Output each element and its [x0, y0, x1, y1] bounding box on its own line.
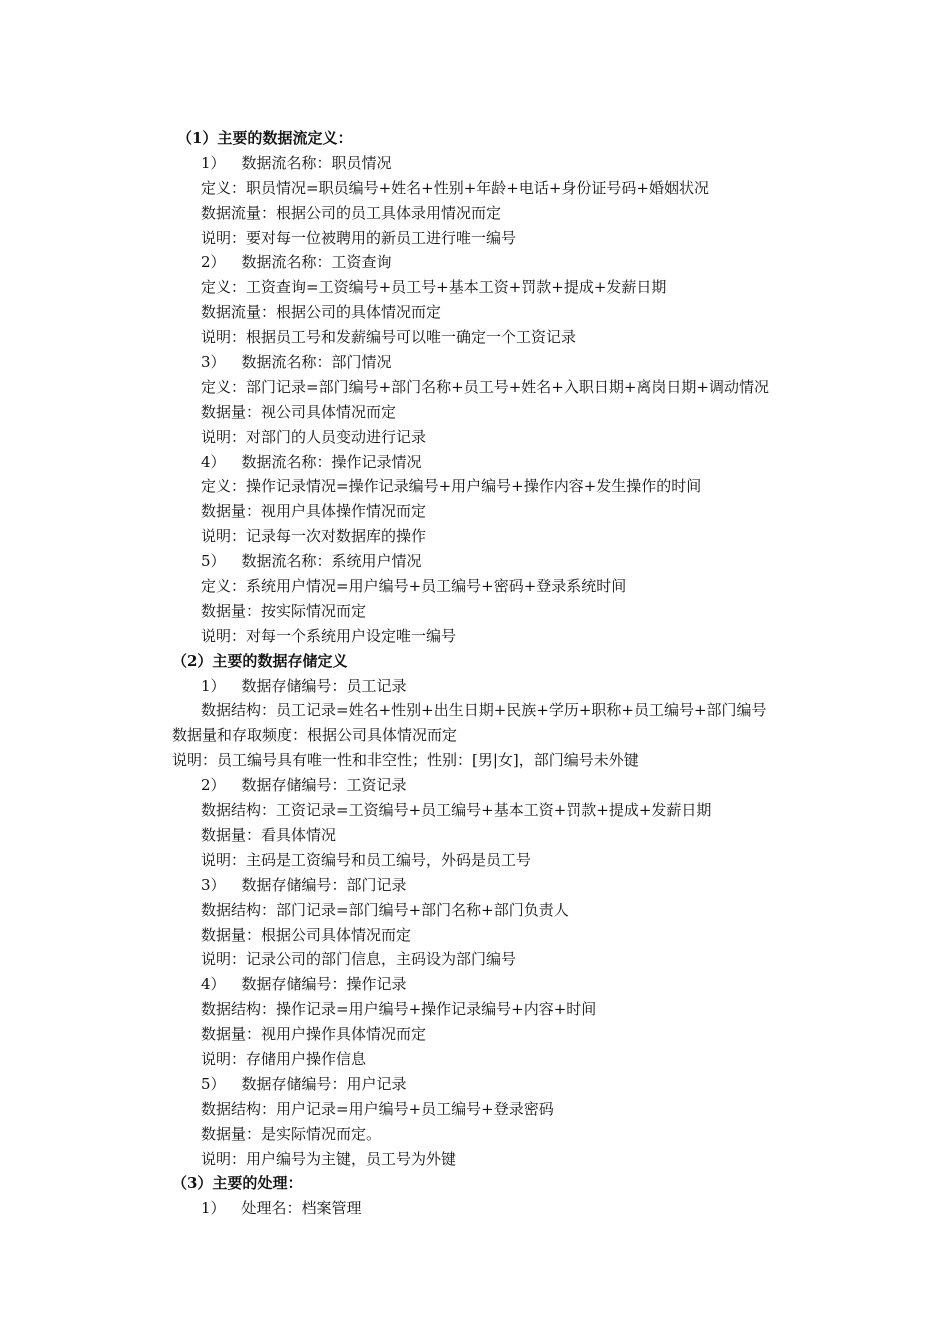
item-title: 数据存储编号：员工记录 — [241, 676, 407, 695]
item-title: 数据流名称：操作记录情况 — [241, 452, 422, 471]
body-line: 数据量：看具体情况 — [201, 825, 337, 844]
body-line: 数据流量：根据公司的具体情况而定 — [201, 303, 442, 322]
body-line: 说明：根据员工号和发薪编号可以唯一确定一个工资记录 — [201, 328, 577, 347]
numbered-item — [0, 450, 950, 475]
body-line: 定义：操作记录情况=操作记录编号+用户编号+操作内容+发生操作的时间 — [201, 477, 702, 496]
item-title: 数据存储编号：部门记录 — [241, 875, 407, 894]
body-line: 数据量：视用户操作具体情况而定 — [201, 1025, 427, 1044]
item-number: 5） — [201, 1074, 226, 1093]
item-number: 1） — [201, 676, 226, 695]
item-title: 数据流名称：工资查询 — [241, 253, 392, 272]
item-title: 数据流名称：系统用户情况 — [241, 552, 422, 571]
body-line: 数据结构：用户记录=用户编号+员工编号+登录密码 — [201, 1099, 554, 1118]
body-line: 定义：工资查询=工资编号+员工号+基本工资+罚款+提成+发薪日期 — [201, 278, 667, 297]
item-number: 2） — [201, 253, 226, 272]
section-heading: （2）主要的数据存储定义 — [172, 651, 348, 670]
body-line: 数据结构：工资记录=工资编号+员工编号+基本工资+罚款+提成+发薪日期 — [201, 801, 712, 820]
body-line: 说明：主码是工资编号和员工编号，外码是员工号 — [201, 850, 532, 869]
body-line: 定义：职员情况=职员编号+姓名+性别+年龄+电话+身份证号码+婚姻状况 — [201, 178, 709, 197]
item-number: 2） — [201, 776, 226, 795]
document-body — [0, 126, 950, 1221]
body-line: 数据量：是实际情况而定。 — [201, 1124, 382, 1143]
section-heading: （1）主要的数据流定义： — [177, 129, 353, 147]
body-line: 数据流量：根据公司的员工具体录用情况而定 — [201, 203, 502, 222]
body-line: 数据结构：员工记录=姓名+性别+出生日期+民族+学历+职称+员工编号+部门编号 — [201, 701, 767, 720]
item-number: 3） — [201, 353, 226, 372]
numbered-item — [0, 250, 950, 275]
body-line: 数据量：视用户具体操作情况而定 — [201, 502, 427, 521]
section-heading: （3）主要的处理： — [172, 1174, 303, 1193]
item-number: 4） — [201, 452, 226, 471]
body-line: 数据量和存取频度：根据公司具体情况而定 — [172, 726, 458, 745]
body-line: 数据结构：操作记录=用户编号+操作记录编号+内容+时间 — [201, 1000, 597, 1019]
body-line: 说明：员工编号具有唯一性和非空性；性别：[男|女]，部门编号未外键 — [172, 751, 639, 770]
item-number: 5） — [201, 552, 226, 571]
numbered-item — [0, 873, 950, 898]
body-line: 定义：系统用户情况=用户编号+员工编号+密码+登录系统时间 — [201, 577, 627, 596]
numbered-item — [0, 151, 950, 176]
body-line: 说明：记录每一次对数据库的操作 — [201, 527, 427, 546]
body-line: 数据量：按实际情况而定 — [201, 601, 367, 620]
body-line: 定义：部门记录=部门编号+部门名称+员工号+姓名+入职日期+离岗日期+调动情况 — [201, 377, 769, 396]
item-number: 4） — [201, 975, 226, 994]
body-line: 说明：存储用户操作信息 — [201, 1049, 367, 1068]
item-title: 处理名：档案管理 — [241, 1199, 362, 1218]
numbered-item — [0, 549, 950, 574]
numbered-item — [0, 1072, 950, 1097]
body-line: 说明：对部门的人员变动进行记录 — [201, 427, 427, 446]
numbered-item — [0, 773, 950, 798]
body-line: 说明：用户编号为主键，员工号为外键 — [201, 1149, 457, 1168]
numbered-item — [0, 674, 950, 699]
numbered-item — [0, 972, 950, 997]
item-title: 数据存储编号：操作记录 — [241, 975, 407, 994]
body-line: 说明：要对每一位被聘用的新员工进行唯一编号 — [201, 228, 517, 247]
item-title: 数据存储编号：用户记录 — [241, 1074, 407, 1093]
item-title: 数据存储编号：工资记录 — [241, 776, 407, 795]
item-number: 1） — [201, 1199, 226, 1218]
body-line: 数据量：根据公司具体情况而定 — [201, 925, 412, 944]
item-title: 数据流名称：部门情况 — [241, 353, 392, 372]
item-number: 3） — [201, 875, 226, 894]
body-line: 说明：记录公司的部门信息，主码设为部门编号 — [201, 950, 517, 969]
numbered-item — [0, 350, 950, 375]
body-line: 说明：对每一个系统用户设定唯一编号 — [201, 626, 457, 645]
numbered-item — [0, 1196, 950, 1221]
body-line: 数据量：视公司具体情况而定 — [201, 402, 397, 421]
body-line: 数据结构：部门记录=部门编号+部门名称+部门负责人 — [201, 900, 569, 919]
item-number: 1） — [201, 153, 226, 172]
item-title: 数据流名称：职员情况 — [241, 153, 392, 172]
